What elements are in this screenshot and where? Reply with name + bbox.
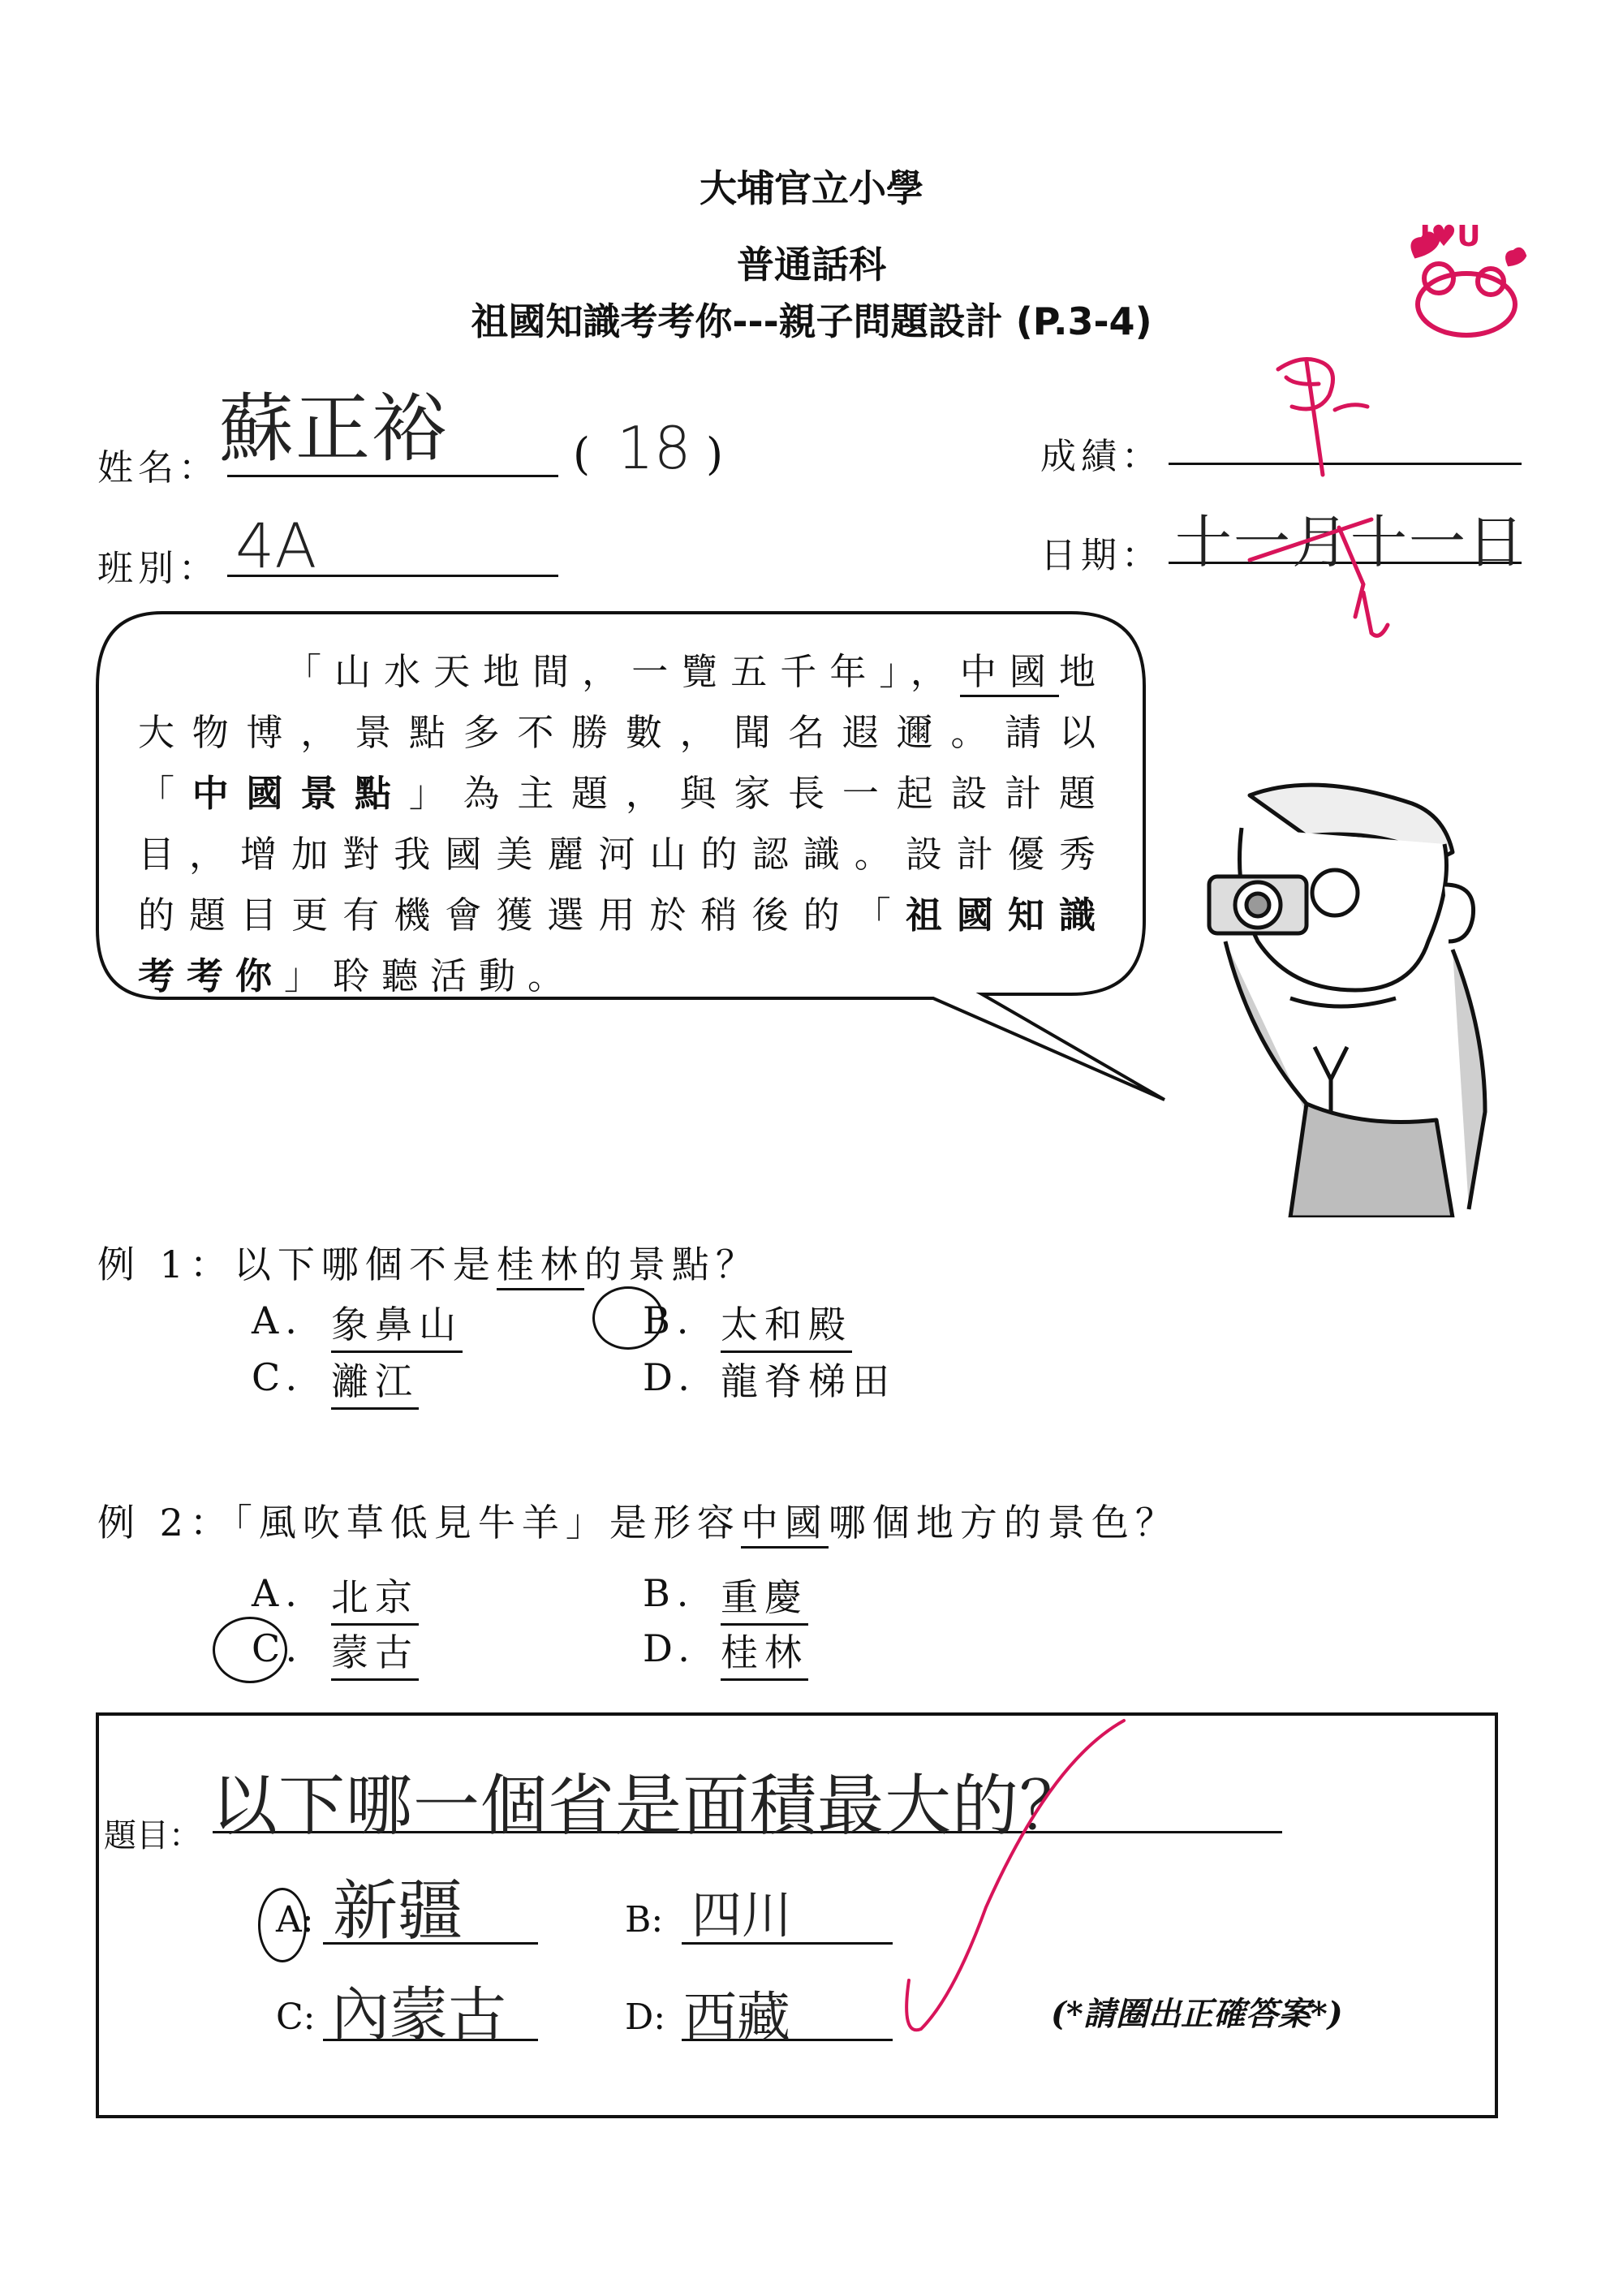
example1-option-d (643, 1355, 696, 1399)
teacher-grade-mark (1262, 345, 1400, 507)
example1-suffix: 的景點？ (583, 1243, 760, 1286)
class-label: 班別： (97, 548, 219, 589)
bubble-paragraph (138, 641, 1108, 1006)
example2-option-c: C. (252, 1626, 304, 1670)
class-value: 4A (235, 510, 317, 582)
student-option-b-letter: B: (625, 1899, 664, 1941)
option-letter: D. (643, 1355, 696, 1399)
example2-option-d: D. (643, 1626, 696, 1670)
student-option-a-letter: A: (276, 1899, 314, 1941)
example1-keyword: 桂林 (497, 1243, 584, 1290)
name-value: 蘇正裕 (219, 386, 449, 472)
example1-prefix: 例 1：以下哪個不是 (97, 1243, 497, 1286)
example2-prefix: 例 2：「風吹草低見牛羊」是形容 (97, 1501, 741, 1544)
student-option-a-text: 新疆 (333, 1873, 463, 1949)
example2-option-b: B. (643, 1571, 695, 1615)
school-name: 大埔官立小學 (700, 166, 923, 210)
example1-option-a (252, 1299, 304, 1342)
bubble-seg-end: 」聆聽活動。 (284, 954, 577, 997)
example2-option-b-text: 重慶 (721, 1568, 808, 1626)
example2-option-c-text: 蒙古 (331, 1623, 419, 1681)
love-stamp-icon (1400, 207, 1530, 349)
bubble-seg-text: 地大物博，景點多不勝數，聞名遐邇。請以「 (138, 650, 1108, 815)
example2-option-a: A. (252, 1571, 304, 1615)
student-option-b-text: 四川 (691, 1885, 793, 1945)
worksheet-title: 祖國知識考考你---親子問題設計 (P.3-4) (471, 299, 1152, 343)
student-option-c-letter: C: (276, 1997, 316, 2038)
option-letter: A. (252, 1299, 304, 1342)
example1-option-b (643, 1299, 695, 1342)
student-question-text: 以下哪一個省是面積最大的？ (211, 1768, 1087, 1845)
student-option-c-text: 內蒙古 (331, 1980, 507, 2048)
bubble-seg-text2: 」為主題，與家長一起設計題目，增加對我國美麗河山的認識。設計優秀的題目更有機會獲選用於稍後的「 (138, 772, 1108, 937)
teacher-tick-icon (893, 1696, 1217, 2061)
subject-title: 普通話科 (737, 243, 886, 286)
example1-question (97, 1235, 760, 1289)
number-open-paren: ( (573, 429, 591, 480)
bubble-seg-quote: 「山水天地間，一覽五千年」， (284, 650, 960, 693)
example1-option-c (252, 1355, 304, 1399)
date-value: 十一月十一日 (1175, 509, 1526, 575)
example1-option-a-text: 象鼻山 (331, 1295, 463, 1353)
number-close-paren: ) (706, 429, 724, 480)
photographer-illustration (1193, 779, 1534, 1217)
student-number: 18 (617, 414, 691, 482)
option-letter: C. (252, 1355, 304, 1399)
student-option-d-text: 西藏 (683, 1986, 790, 2048)
option-letter: B. (643, 1299, 695, 1342)
option-text: 龍脊梯田 (721, 1359, 896, 1403)
grade-label: 成績： (1040, 436, 1162, 477)
example2-question (97, 1493, 1179, 1547)
example2-option-a-text: 北京 (331, 1568, 419, 1626)
date-label: 日期： (1040, 535, 1162, 576)
bubble-theme-bold: 中國景點 (192, 772, 409, 815)
student-option-d-letter: D: (625, 1997, 666, 2038)
bubble-activity-bold: 祖國知識考考你 (138, 894, 1108, 997)
question-label: 題目： (104, 1817, 201, 1854)
stamp-text: I♥U (1419, 220, 1481, 253)
example2-option-d-text: 桂林 (721, 1623, 808, 1681)
name-label: 姓名： (97, 447, 219, 489)
circle-answer-note: (*請圈出正確答案*) (1051, 1995, 1343, 2033)
example1-option-c-text: 灕江 (331, 1352, 419, 1410)
bubble-china-underlined: 中國 (960, 650, 1059, 697)
example1-option-b-text: 太和殿 (721, 1295, 852, 1353)
example2-suffix: 哪個地方的景色？ (828, 1501, 1179, 1544)
teacher-check-mark (1242, 503, 1404, 666)
example2-keyword: 中國 (741, 1501, 829, 1549)
example1-option-d-text (721, 1352, 896, 1406)
